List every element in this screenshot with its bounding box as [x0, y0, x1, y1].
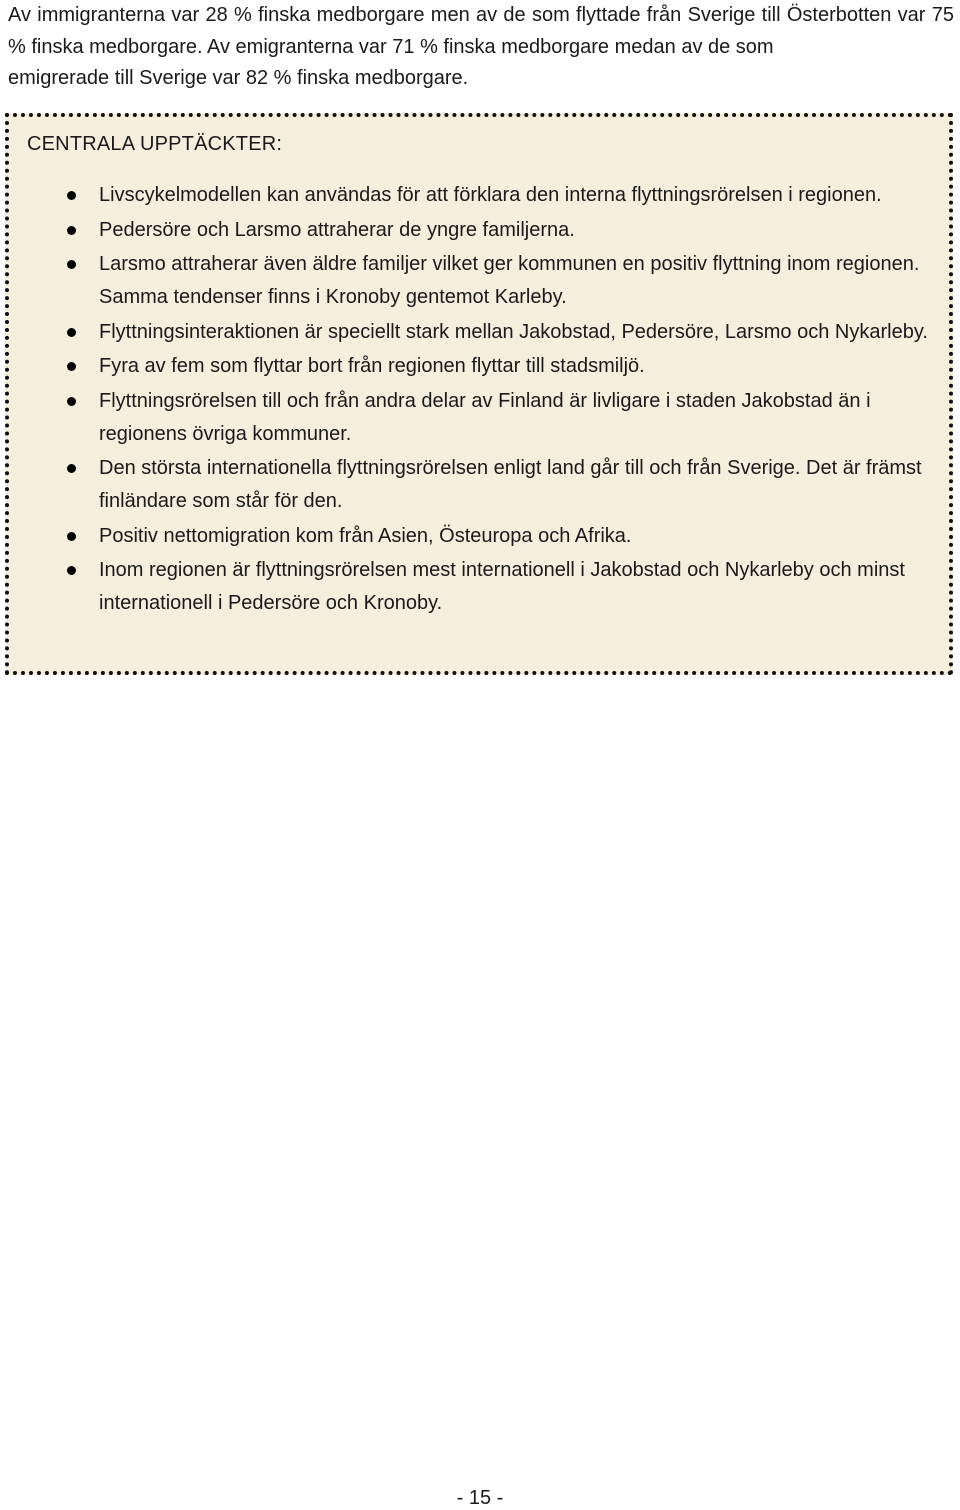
page-number: - 15 - [456, 1487, 504, 1509]
list-item [9, 179, 939, 212]
bullet-icon [67, 532, 76, 541]
intro-paragraph [8, 0, 954, 95]
list-item-text: Den största internationella flyttningsrörelsen enligt land går till och från Sverige. Det är främst finländare som står för den. [99, 457, 922, 512]
key-findings-list [9, 179, 939, 622]
list-item [9, 385, 939, 451]
list-item [9, 316, 939, 349]
list-item-text: Flyttningsinteraktionen är speciellt stark mellan Jakobstad, Pedersöre, Larsmo och Nykarleby. [99, 320, 928, 343]
intro-text-last-line: emigrerade till Sverige var 82 % finska medborgare. [8, 67, 469, 89]
list-item-text: Fyra av fem som flyttar bort från regionen flyttar till stadsmiljö. [99, 355, 645, 377]
key-findings-title: CENTRALA UPPTÄCKTER: [27, 133, 283, 155]
bullet-icon [67, 226, 76, 235]
list-item [9, 248, 939, 314]
list-item-text: Larsmo attraherar även äldre familjer vilket ger kommunen en positiv flyttning inom regionen. Samma tendenser finns i Kronoby gentemot Karleby. [99, 253, 920, 308]
list-item [9, 350, 939, 383]
list-item [9, 214, 939, 247]
list-item-text: Flyttningsrörelsen till och från andra delar av Finland är livligare i staden Jakobstad än i regionens övriga kommuner. [99, 389, 871, 445]
list-item [9, 554, 939, 620]
list-item [9, 520, 939, 553]
bullet-icon [67, 566, 76, 575]
bullet-icon [67, 328, 76, 337]
bullet-icon [67, 362, 76, 371]
bullet-icon [67, 191, 76, 200]
list-item-text: Livscykelmodellen kan användas för att förklara den interna flyttningsrörelsen i regionen. [99, 184, 882, 206]
list-item-text: Inom regionen är flyttningsrörelsen mest internationell i Jakobstad och Nykarleby och minst internationell i Pedersöre och Kronoby. [99, 559, 905, 614]
list-item-text: Pedersöre och Larsmo attraherar de yngre familjerna. [99, 218, 575, 241]
bullet-icon [67, 397, 76, 406]
bullet-icon [67, 260, 76, 269]
key-findings-box [5, 113, 953, 675]
list-item [9, 452, 939, 518]
intro-text: Av immigranterna var 28 % finska medborgare men av de som flyttade från Sverige till Österbotten var 75 % finska medborgare. Av emigranterna var 71 % finska medborgare medan av de som [8, 4, 954, 58]
list-item-text: Positiv nettomigration kom från Asien, Östeuropa och Afrika. [99, 524, 632, 547]
bullet-icon [67, 464, 76, 473]
